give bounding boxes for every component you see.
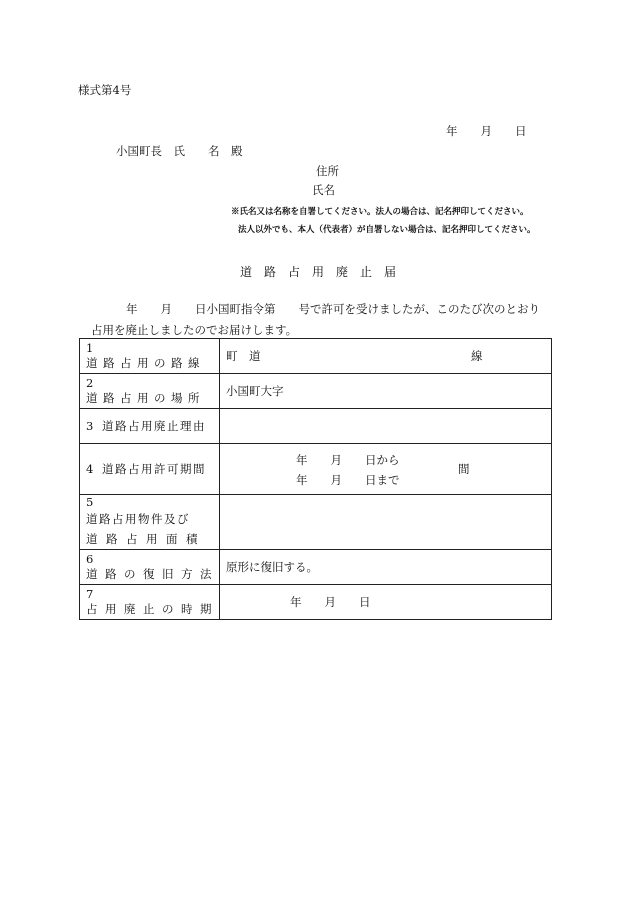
route-cell[interactable]: [220, 339, 552, 374]
row-label-text: 占用廃止の時期: [86, 602, 219, 616]
table-row: [80, 374, 552, 409]
row-number: 7: [86, 587, 94, 601]
row-label: [80, 374, 220, 409]
row-label: [80, 444, 220, 495]
route-prefix: 町 道: [226, 349, 261, 363]
notification-table: [79, 338, 552, 620]
row-number: 5: [86, 495, 94, 509]
permit-period-cell[interactable]: [220, 444, 552, 495]
page-title: 道路占用廃止届: [240, 265, 409, 279]
period-suffix: 間: [458, 462, 470, 476]
form-number: 様式第4号: [78, 83, 132, 97]
row-label: [80, 585, 220, 620]
signature-note-1: ※氏名又は名称を自署してください。法人の場合は、記名押印してください。: [231, 207, 529, 217]
table-row: [80, 444, 552, 495]
name-label: 氏名: [312, 183, 335, 197]
abolition-date: 年 月 日: [290, 595, 371, 609]
row-label-text: 道路占用許可期間: [102, 462, 206, 476]
table-row: [80, 550, 552, 585]
row-number: 2: [86, 376, 94, 390]
addressee: 小国町長 氏 名 殿: [116, 144, 243, 158]
location-cell[interactable]: 小国町大字: [220, 374, 552, 409]
row-label-line-1: 道路占用物件及び: [86, 512, 190, 526]
body-text-line-2: 占用を廃止しましたのでお届けします。: [91, 323, 298, 337]
reason-cell[interactable]: [220, 409, 552, 444]
row-label-text: 道路占用廃止理由: [102, 419, 206, 433]
row-number: 6: [86, 552, 94, 566]
row-label-text: 道路の復旧方法: [86, 567, 219, 581]
route-suffix: 線: [471, 349, 483, 363]
period-from: 年 月 日から: [296, 453, 400, 467]
row-label-line-2: 道路占用面積: [86, 532, 206, 546]
row-label: [80, 339, 220, 374]
restoration-cell[interactable]: 原形に復旧する。: [220, 550, 552, 585]
table-row: [80, 495, 552, 550]
table-row: [80, 409, 552, 444]
period-to: 年 月 日まで: [296, 473, 400, 487]
row-label-text: 道路占用の路線: [86, 356, 205, 370]
row-label: [80, 550, 220, 585]
table-row: [80, 339, 552, 374]
row-label: [80, 495, 220, 550]
abolition-date-cell[interactable]: [220, 585, 552, 620]
row-number: 4: [86, 462, 94, 476]
signature-note-2: 法人以外でも、本人（代表者）が自署しない場合は、記名押印してください。: [238, 225, 536, 235]
table-row: [80, 585, 552, 620]
row-label: [80, 409, 220, 444]
body-text-line-1: 年 月 日小国町指令第 号で許可を受けましたが、このたび次のとおり: [126, 302, 540, 316]
object-area-cell[interactable]: [220, 495, 552, 550]
row-number: 3: [86, 419, 94, 433]
row-number: 1: [86, 341, 94, 355]
address-label: 住所: [316, 164, 339, 178]
submission-date: 年 月 日: [446, 124, 527, 138]
row-label-text: 道路占用の場所: [86, 391, 205, 405]
